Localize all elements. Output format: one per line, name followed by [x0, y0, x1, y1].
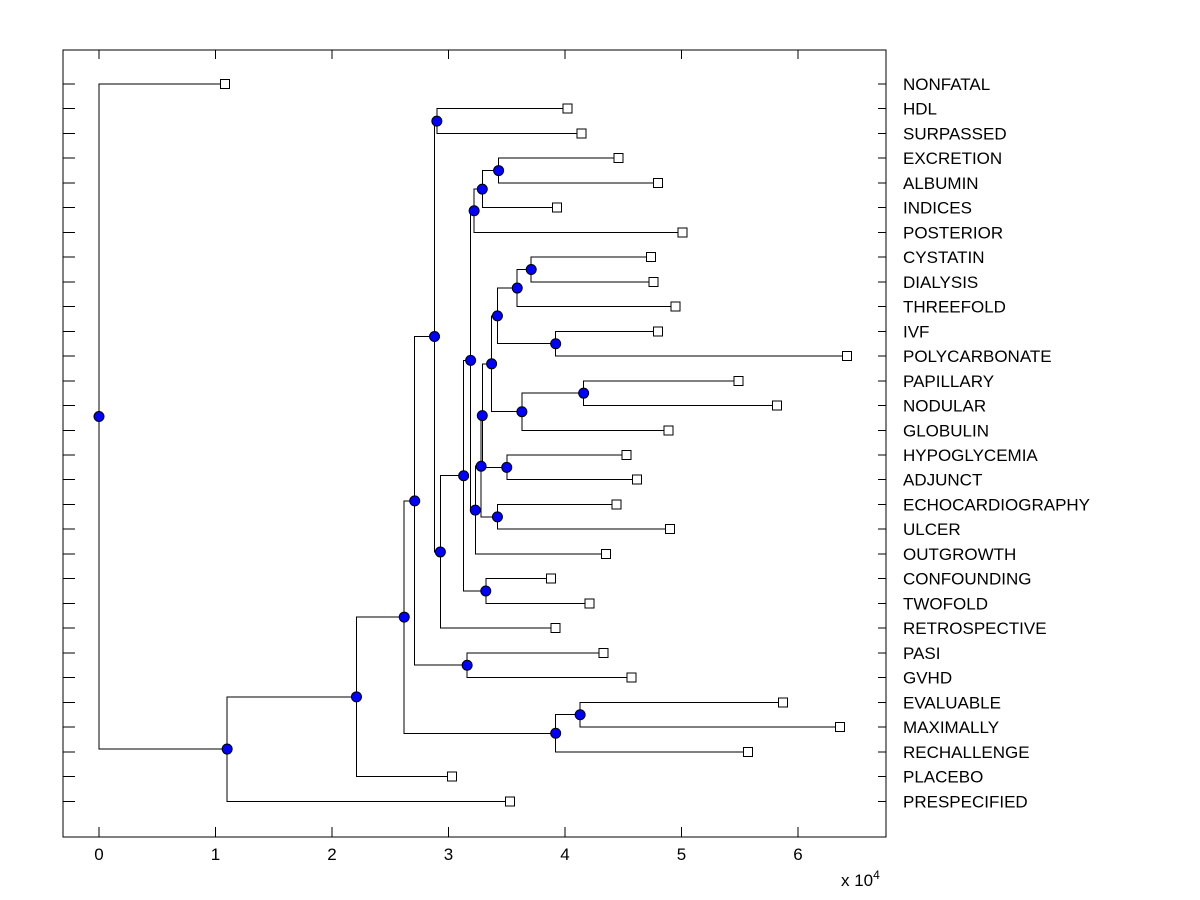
tree-branch — [497, 288, 555, 344]
leaf-node-square — [633, 475, 642, 484]
leaf-node-square — [612, 500, 621, 509]
leaf-label: ECHOCARDIOGRAPHY — [903, 495, 1091, 515]
leaf-node-square — [665, 525, 674, 534]
internal-node-dot — [492, 311, 502, 321]
internal-node-dot — [435, 547, 445, 557]
x-tick-label: 5 — [676, 845, 687, 864]
internal-node-dot — [492, 512, 502, 522]
tree-branch — [497, 504, 669, 529]
internal-node-dot — [481, 586, 491, 596]
x-axis-exponent-label — [841, 868, 880, 891]
leaf-node-square — [671, 302, 680, 311]
leaf-label: IVF — [903, 322, 930, 342]
tree-branch — [522, 393, 669, 430]
leaf-label: ADJUNCT — [903, 470, 983, 490]
leaf-label: RECHALLENGE — [903, 742, 1030, 762]
tree-branch — [474, 189, 683, 232]
leaf-label: PRESPECIFIED — [903, 792, 1028, 812]
leaf-label: INDICES — [903, 198, 972, 218]
internal-node-dot — [477, 184, 487, 194]
leaf-label: ULCER — [903, 520, 961, 540]
leaf-label: THREEFOLD — [903, 297, 1006, 317]
internal-node-dot — [459, 471, 469, 481]
tree-branch — [437, 109, 581, 134]
internal-node-dot — [526, 265, 536, 275]
internal-node-dot — [476, 461, 486, 471]
tree-branch — [517, 270, 675, 307]
exponent-value: 4 — [873, 868, 880, 882]
tree-branch — [580, 702, 840, 727]
leaf-node-square — [654, 178, 663, 187]
internal-node-dot — [351, 692, 361, 702]
internal-node-dot — [466, 355, 476, 365]
leaf-node-square — [622, 451, 631, 460]
internal-node-dot — [469, 206, 479, 216]
internal-node-dot — [512, 283, 522, 293]
leaf-label: RETROSPECTIVE — [903, 619, 1047, 639]
x-tick-label: 3 — [443, 845, 454, 864]
leaf-node-square — [743, 747, 752, 756]
tree-branch — [499, 158, 659, 183]
leaf-node-square — [552, 203, 561, 212]
internal-node-dot — [410, 496, 420, 506]
leaf-label: CYSTATIN — [903, 248, 985, 268]
leaf-node-square — [601, 549, 610, 558]
internal-node-dot — [477, 411, 487, 421]
leaf-label: PLACEBO — [903, 767, 984, 787]
leaf-node-square — [627, 673, 636, 682]
leaf-node-square — [614, 154, 623, 163]
leaf-node-square — [599, 648, 608, 657]
tree-branch — [440, 476, 555, 628]
tree-branch — [227, 697, 510, 801]
leaf-label: POLYCARBONATE — [903, 347, 1052, 367]
x-tick-label: 4 — [560, 845, 570, 864]
leaf-label: HYPOGLYCEMIA — [903, 446, 1038, 466]
tree-branch — [486, 579, 590, 604]
leaf-node-square — [647, 253, 656, 262]
tree-branch — [556, 331, 847, 356]
tree-branch — [404, 501, 555, 733]
leaf-label: HDL — [903, 99, 938, 119]
leaf-node-square — [585, 599, 594, 608]
plot-box — [63, 50, 886, 837]
tree-branch — [99, 84, 227, 749]
internal-node-dot — [502, 462, 512, 472]
internal-node-dot — [462, 660, 472, 670]
leaf-label: OUTGROWTH — [903, 544, 1017, 564]
leaf-label: MAXIMALLY — [903, 718, 1000, 738]
leaf-label: TWOFOLD — [903, 594, 988, 614]
internal-node-dot — [470, 505, 480, 515]
leaf-label: EXCRETION — [903, 149, 1003, 169]
leaf-label: NODULAR — [903, 396, 987, 416]
x-tick-label: 0 — [94, 845, 104, 864]
leaf-label: NONFATAL — [903, 75, 991, 94]
internal-node-dot — [432, 116, 442, 126]
leaf-node-square — [447, 772, 456, 781]
internal-node-dot — [551, 339, 561, 349]
internal-node-dot — [575, 710, 585, 720]
tree-branch — [584, 381, 777, 406]
leaf-label: CONFOUNDING — [903, 569, 1032, 589]
leaf-label: PASI — [903, 643, 941, 663]
leaf-label: PAPILLARY — [903, 371, 995, 391]
leaf-node-square — [773, 401, 782, 410]
internal-node-dot — [94, 412, 104, 422]
leaf-node-square — [734, 376, 743, 385]
tree-branch — [415, 337, 467, 666]
leaf-node-square — [842, 352, 851, 361]
tree-branch — [556, 715, 748, 752]
leaf-node-square — [563, 104, 572, 113]
leaf-node-square — [654, 327, 663, 336]
internal-node-dot — [222, 744, 232, 754]
exponent-prefix: x 10 — [841, 871, 874, 890]
tree-branch — [531, 257, 653, 282]
leaf-node-square — [835, 723, 844, 732]
leaf-node-square — [220, 80, 229, 89]
leaf-node-square — [778, 698, 787, 707]
internal-node-dot — [430, 332, 440, 342]
internal-node-dot — [517, 407, 527, 417]
internal-node-dot — [579, 388, 589, 398]
internal-node-dot — [494, 166, 504, 176]
leaf-label: EVALUABLE — [903, 693, 1001, 713]
leaf-label: ALBUMIN — [903, 173, 979, 193]
leaf-label: GLOBULIN — [903, 421, 989, 441]
internal-node-dot — [551, 728, 561, 738]
internal-node-dot — [487, 359, 497, 369]
leaf-node-square — [577, 129, 586, 138]
x-tick-label: 6 — [793, 845, 803, 864]
leaf-label: DIALYSIS — [903, 272, 979, 292]
leaf-label: GVHD — [903, 668, 953, 688]
leaf-node-square — [664, 426, 673, 435]
leaf-node-square — [649, 277, 658, 286]
leaf-node-square — [678, 228, 687, 237]
leaf-node-square — [506, 797, 515, 806]
leaf-label: POSTERIOR — [903, 223, 1004, 243]
tree-branch — [507, 455, 637, 480]
x-tick-label: 1 — [210, 845, 221, 864]
tree-branch — [482, 171, 557, 208]
internal-node-dot — [399, 612, 409, 622]
leaf-node-square — [547, 574, 556, 583]
leaf-node-square — [551, 624, 560, 633]
leaf-label: SURPASSED — [903, 124, 1007, 144]
x-tick-label: 2 — [327, 845, 337, 864]
